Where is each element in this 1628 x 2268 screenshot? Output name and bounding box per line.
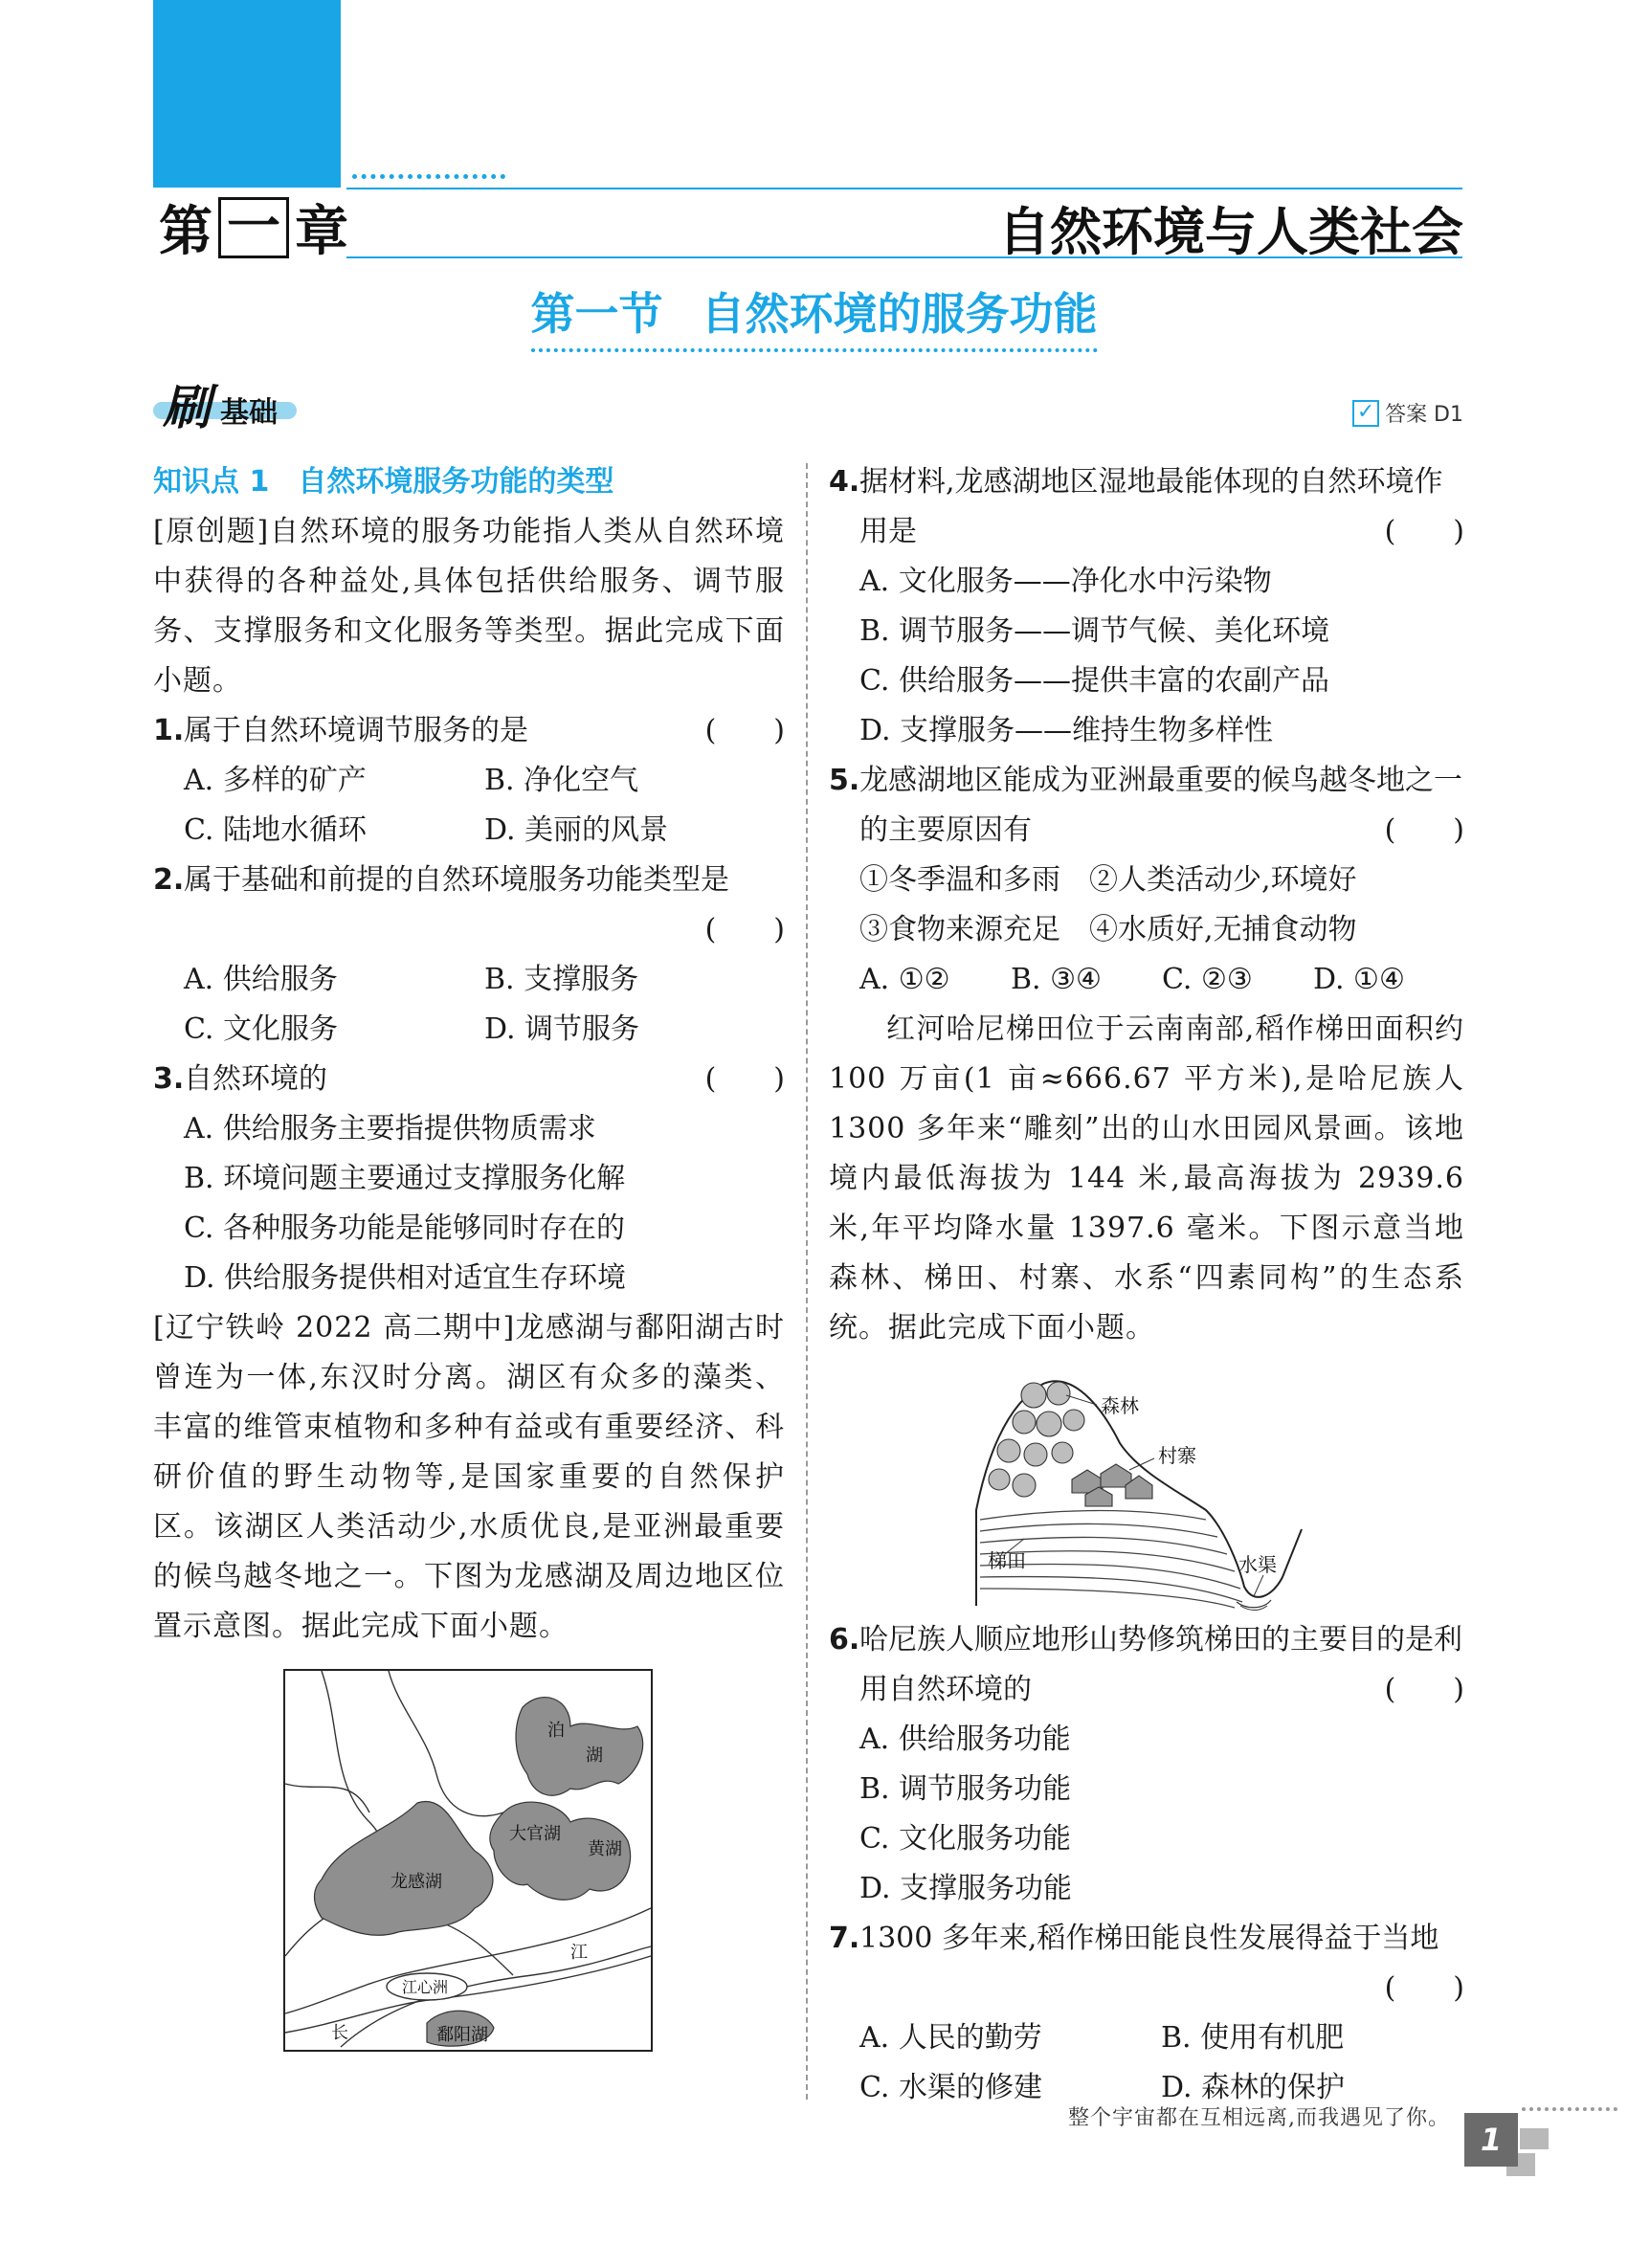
diagram-label-forest: 森林 — [1101, 1394, 1139, 1417]
question-4 — [829, 457, 1464, 557]
knowledge-point-title: 知识点 1 自然环境服务功能的类型 — [153, 465, 614, 499]
option-a: A. 文化服务——净化水中污染物 — [859, 565, 1272, 598]
option-c: C. 供给服务——提供丰富的农副产品 — [859, 664, 1329, 698]
header-color-block — [153, 0, 341, 188]
options-row — [153, 955, 785, 1005]
question-stem: 1300 多年来,稻作梯田能良性发展得益于当地 — [859, 1922, 1439, 1955]
question-number: 3. — [153, 1062, 185, 1096]
column-divider — [806, 463, 808, 2100]
chapter-number: 一 — [218, 197, 289, 258]
option-d: D. 支撑服务——维持生物多样性 — [859, 714, 1274, 747]
option-c: C. 陆地水循环 — [184, 813, 367, 847]
answer-blank: ( ) — [704, 1062, 785, 1096]
chapter-title: 自然环境与人类社会 — [998, 202, 1463, 262]
option-a: A. 人民的勤劳 — [859, 2021, 1042, 2055]
footer-dotted-line — [1522, 2107, 1617, 2111]
options-row — [153, 1005, 785, 1055]
question-number: 6. — [829, 1623, 860, 1657]
answer-reference — [1352, 398, 1463, 428]
option-a: A. ①② — [859, 963, 950, 996]
intro-passage-3: 红河哈尼梯田位于云南南部,稻作梯田面积约 100 万亩(1 亩≈666.67 平方米),是哈尼族人 1300 多年来“雕刻”出的山水田园风景画。该地境内最低海拔为 144 米,最高海拔为 2939.6 米,年平均降水量 1397.6 毫米。下图示意当地森林、梯田、村寨、水系“四素同构”的生态系统。据此完成下面小题。 — [829, 1012, 1464, 1345]
option-d: D. 森林的保护 — [1161, 2071, 1346, 2104]
chapter-suffix: 章 — [295, 201, 348, 263]
left-column — [153, 457, 785, 2052]
intro-passage-2: [辽宁铁岭 2022 高二期中]龙感湖与鄱阳湖古时曾连为一体,东汉时分离。湖区有众多的藻类、丰富的维管束植物和多种有益或有重要经济、科研价值的野生动物等,是国家重要的自然保护区。该湖区人类活动少,水质优良,是亚洲最重要的候鸟越冬地之一。下图为龙感湖及周边地区位置示意图。据此完成下面小题。 — [153, 1311, 785, 1643]
question-stem: 哈尼族人顺应地形山势修筑梯田的主要目的是利用自然环境的 — [859, 1623, 1462, 1706]
option-c: C. 各种服务功能是能够同时存在的 — [184, 1212, 625, 1245]
option-a: A. 供给服务功能 — [859, 1723, 1071, 1756]
question-2 — [153, 856, 785, 905]
answer-blank: ( ) — [1384, 1673, 1464, 1706]
options-row — [153, 806, 785, 856]
answer-blank: ( ) — [1384, 515, 1464, 548]
answer-blank: ( ) — [704, 913, 785, 946]
question-1 — [153, 706, 785, 756]
question-number: 2. — [153, 863, 185, 897]
terrace-diagram-svg — [967, 1367, 1311, 1615]
question-3 — [153, 1055, 785, 1104]
option-b: B. 使用有机肥 — [1161, 2021, 1345, 2055]
map-label-chang: 长 — [331, 2023, 348, 2043]
question-stem: 自然环境的 — [184, 1062, 327, 1096]
chapter-prefix: 第 — [159, 201, 212, 263]
map-label-jiang: 江 — [570, 1943, 588, 1963]
intro-passage-1: [原创题]自然环境的服务功能指人类从自然环境中获得的各种益处,具体包括供给服务、调节服务、支撑服务和文化服务等类型。据此完成下面小题。 — [153, 515, 785, 698]
question-6 — [829, 1615, 1464, 1715]
brush-basics-logo — [153, 373, 297, 435]
option-c: C. 文化服务 — [184, 1012, 338, 1046]
option-b: B. ③④ — [1011, 963, 1102, 996]
checkmark-icon: ✓ — [1352, 400, 1379, 427]
basics-label: 基础 — [220, 396, 278, 430]
brush-char: 刷 — [163, 380, 211, 435]
map-label-daguan-lake: 大官湖 — [509, 1824, 561, 1844]
answer-ref-text: 答案 D1 — [1385, 403, 1463, 427]
map-label-bo: 泊 — [547, 1721, 565, 1741]
answer-blank: ( ) — [1384, 813, 1464, 847]
section-label: 第一节 — [530, 288, 663, 340]
option-b: B. 调节服务功能 — [859, 1772, 1072, 1806]
header-rule-top — [346, 188, 1462, 189]
option-b: B. 调节服务——调节气候、美化环境 — [859, 614, 1330, 648]
diagram-label-canal: 水渠 — [1238, 1553, 1277, 1576]
footer-motto: 整个宇宙都在互相远离,而我遇见了你。 — [1068, 2106, 1450, 2130]
option-d: D. ①④ — [1313, 963, 1405, 996]
question-stem: 属于自然环境调节服务的是 — [184, 714, 528, 747]
map-label-hu: 湖 — [586, 1745, 603, 1766]
lake-map-svg — [283, 1669, 653, 2052]
option-d: D. 美丽的风景 — [484, 813, 669, 847]
page-number: 1 — [1464, 2113, 1518, 2167]
question-stem: 属于基础和前提的自然环境服务功能类型是 — [184, 863, 729, 897]
question-number: 7. — [829, 1922, 860, 1955]
lake-location-map — [283, 1669, 653, 2052]
answer-blank: ( ) — [1384, 1971, 1464, 2005]
map-label-huang-lake: 黄湖 — [588, 1839, 622, 1859]
diagram-label-village: 村寨 — [1158, 1444, 1196, 1467]
question-number: 1. — [153, 714, 185, 747]
option-a: A. 供给服务 — [184, 963, 338, 996]
question-stem: 龙感湖地区能成为亚洲最重要的候鸟越冬地之一的主要原因有 — [859, 764, 1462, 847]
option-d: D. 支撑服务功能 — [859, 1872, 1073, 1905]
option-b: B. 净化空气 — [484, 764, 639, 797]
statement-line-1: ①冬季温和多雨 ②人类活动少,环境好 — [859, 863, 1357, 897]
option-c: C. 水渠的修建 — [859, 2071, 1042, 2104]
question-5 — [829, 756, 1464, 856]
question-7 — [829, 1914, 1464, 1964]
section-title — [0, 279, 1628, 352]
statement-line-2: ③食物来源充足 ④水质好,无捕食动物 — [859, 913, 1357, 946]
option-c: C. 文化服务功能 — [859, 1822, 1071, 1856]
map-label-longgan-lake: 龙感湖 — [390, 1872, 442, 1892]
options-row — [153, 756, 785, 806]
option-d: D. 调节服务 — [484, 1012, 640, 1046]
option-a: A. 多样的矿产 — [184, 764, 367, 797]
map-label-jiangxin-island: 江心洲 — [402, 1978, 449, 1996]
option-c: C. ②③ — [1162, 963, 1253, 996]
answer-blank: ( ) — [704, 714, 785, 747]
header-dotted-line — [352, 174, 505, 179]
option-b: B. 支撑服务 — [484, 963, 639, 996]
right-column — [829, 457, 1464, 2113]
chapter-label — [159, 196, 348, 263]
diagram-label-terrace: 梯田 — [988, 1549, 1026, 1572]
page-number-decoration — [1520, 2128, 1549, 2149]
options-row — [829, 2013, 1464, 2063]
option-a: A. 供给服务主要指提供物质需求 — [184, 1112, 596, 1145]
map-label-poyang-lake: 鄱阳湖 — [436, 2025, 488, 2045]
option-b: B. 环境问题主要通过支撑服务化解 — [184, 1162, 626, 1195]
question-number: 5. — [829, 764, 860, 797]
option-d: D. 供给服务提供相对适宜生存环境 — [184, 1261, 627, 1295]
section-name: 自然环境的服务功能 — [701, 288, 1098, 340]
terrace-ecosystem-diagram — [967, 1367, 1311, 1615]
question-stem: 据材料,龙感湖地区湿地最能体现的自然环境作用是 — [859, 465, 1443, 548]
question-number: 4. — [829, 465, 860, 499]
options-row — [829, 955, 1464, 1005]
